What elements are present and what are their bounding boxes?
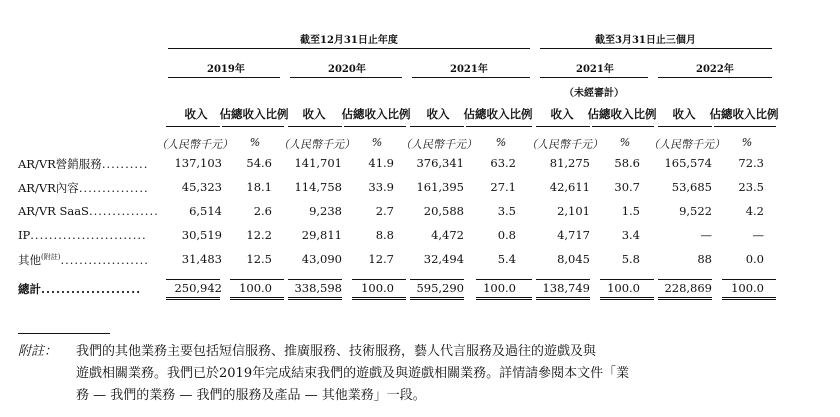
table-cell: 2.7 [375, 204, 394, 218]
table-cell: 32,494 [423, 252, 464, 266]
col-ratio-2020: 佔總收入比例 [341, 107, 411, 121]
col-ratio-2019: 佔總收入比例 [219, 107, 289, 121]
unit-rmb-2020: （人民幣千元） [278, 138, 355, 151]
table-cell: 3.4 [621, 228, 640, 242]
table-cell: 54.6 [246, 156, 272, 170]
total-cell: 250,942 [174, 281, 222, 295]
col-ratio-2022q: 佔總收入比例 [709, 107, 779, 121]
colhead-rule-6 [466, 126, 532, 127]
table-cell: 23.5 [738, 180, 764, 194]
total-cell: 138,749 [542, 281, 590, 295]
table-cell: 81,275 [549, 156, 590, 170]
total-bottom-rule-4 [352, 297, 406, 300]
table-cell: 41.9 [368, 156, 394, 170]
total-top-rule-7 [536, 279, 590, 280]
unit-pct-2021q: % [619, 136, 631, 149]
table-cell: 12.7 [368, 252, 394, 266]
col-revenue-2021q: 收入 [550, 107, 574, 121]
table-cell: 45,323 [181, 180, 222, 194]
unit-rmb-2022q: （人民幣千元） [648, 138, 725, 151]
total-bottom-rule-9 [658, 297, 712, 300]
table-cell: 376,341 [416, 156, 464, 170]
colhead-rule-1 [166, 126, 220, 127]
leader-dots: .................... [41, 282, 142, 296]
table-cell: 6,514 [189, 204, 222, 218]
note-line-3: 務 — 我們的業務 — 我們的服務及產品 — 其他業務」一段。 [76, 388, 426, 403]
note-line-2: 遊戲相關業務。我們已於2019年完成結束我們的遊戲及與遊戲相關業務。詳情請參閱本文件「業 [76, 366, 630, 381]
table-cell: 9,238 [309, 204, 342, 218]
quarter-group-header: 截至3月31日止三個月 [595, 35, 696, 46]
col-revenue-2020: 收入 [302, 107, 326, 121]
table-cell: 27.1 [490, 180, 516, 194]
year-group-rule [168, 48, 530, 49]
colhead-rule-9 [658, 126, 712, 127]
table-cell: — [700, 228, 712, 242]
total-top-rule-10 [722, 279, 776, 280]
colhead-rule-2 [222, 126, 284, 127]
row-label-text: AR/VR內容 [18, 181, 79, 195]
table-cell: 12.5 [246, 252, 272, 266]
total-cell: 595,290 [416, 281, 464, 295]
row-label [18, 156, 148, 172]
total-bottom-rule-6 [476, 297, 532, 300]
total-cell: 338,598 [294, 281, 342, 295]
note-label: 附註： [18, 344, 58, 359]
colhead-rule-3 [288, 126, 342, 127]
row-label-text: AR/VR SaaS [18, 204, 89, 218]
total-top-rule-3 [288, 279, 342, 280]
colhead-rule-4 [344, 126, 406, 127]
table-cell: 5.8 [621, 252, 640, 266]
table-cell: 0.0 [745, 252, 764, 266]
year-2020-rule [290, 77, 402, 78]
table-cell: 137,103 [174, 156, 222, 170]
leader-dots: ............... [88, 204, 159, 218]
year-2021q-rule [540, 77, 648, 78]
year-2020: 2020年 [328, 64, 366, 75]
table-cell: 88 [697, 252, 712, 266]
total-bottom-rule-5 [410, 297, 464, 300]
leader-dots: ............... [78, 181, 149, 195]
year-2021-q: 2021年 [576, 64, 614, 75]
table-cell: 20,588 [423, 204, 464, 218]
table-cell: 31,483 [181, 252, 222, 266]
total-cell: 100.0 [607, 281, 640, 295]
table-cell: 4.2 [745, 204, 764, 218]
table-cell: 30,519 [181, 228, 222, 242]
unit-pct-2021: % [495, 136, 507, 149]
total-cell: 100.0 [483, 281, 516, 295]
table-cell: 4,472 [431, 228, 464, 242]
table-cell: — [752, 228, 764, 242]
total-cell: 100.0 [361, 281, 394, 295]
total-bottom-rule-7 [536, 297, 590, 300]
total-cell: 100.0 [239, 281, 272, 295]
year-2022-q: 2022年 [696, 64, 734, 75]
table-cell: 43,090 [301, 252, 342, 266]
table-cell: 5.4 [497, 252, 516, 266]
col-ratio-2021: 佔總收入比例 [463, 107, 533, 121]
colhead-rule-10 [714, 126, 776, 127]
total-bottom-rule-2 [230, 297, 284, 300]
table-cell: 1.5 [621, 204, 640, 218]
total-top-rule-2 [230, 279, 284, 280]
year-2019: 2019年 [207, 64, 245, 75]
unit-rmb-2021: （人民幣千元） [400, 138, 477, 151]
leader-dots: ................... [60, 253, 149, 267]
total-top-rule-9 [658, 279, 712, 280]
col-revenue-2019: 收入 [184, 107, 208, 121]
unaudited-label: （未經審計） [564, 88, 624, 99]
leader-dots: ......................... [30, 228, 147, 242]
table-cell: 29,811 [301, 228, 342, 242]
table-cell: 42,611 [549, 180, 590, 194]
unit-pct-2022q: % [741, 136, 753, 149]
year-group-header: 截至12月31日止年度 [300, 35, 398, 46]
row-label-text: 其他 [18, 253, 41, 267]
unit-rmb-2019: （人民幣千元） [156, 138, 233, 151]
colhead-rule-8 [592, 126, 654, 127]
row-label-text: AR/VR營銷服務 [18, 157, 102, 171]
table-cell: 30.7 [614, 180, 640, 194]
table-cell: 114,758 [294, 180, 342, 194]
table-cell: 4,717 [557, 228, 590, 242]
leader-dots: .......... [101, 157, 149, 171]
col-revenue-2021: 收入 [426, 107, 450, 121]
table-cell: 12.2 [246, 228, 272, 242]
table-cell: 3.5 [497, 204, 516, 218]
table-cell: 58.6 [614, 156, 640, 170]
total-cell: 100.0 [731, 281, 764, 295]
total-top-rule-5 [410, 279, 464, 280]
colhead-rule-5 [410, 126, 464, 127]
quarter-group-rule [540, 48, 772, 49]
total-label [18, 281, 141, 297]
table-cell: 72.3 [738, 156, 764, 170]
total-top-rule-1 [166, 279, 220, 280]
total-bottom-rule-10 [722, 297, 776, 300]
note-separator [18, 333, 110, 334]
table-cell: 18.1 [246, 180, 272, 194]
total-top-rule-4 [352, 279, 406, 280]
unit-pct-2019: % [249, 136, 261, 149]
year-2021: 2021年 [450, 64, 488, 75]
col-ratio-2021q: 佔總收入比例 [587, 107, 657, 121]
table-cell: 2,101 [557, 204, 590, 218]
table-cell: 2.6 [253, 204, 272, 218]
row-label-note-ref: (附註) [41, 253, 61, 262]
table-cell: 161,395 [416, 180, 464, 194]
total-top-rule-6 [476, 279, 532, 280]
col-revenue-2022q: 收入 [672, 107, 696, 121]
row-label [18, 252, 149, 268]
total-bottom-rule-3 [288, 297, 342, 300]
row-label-text: 總計 [18, 282, 41, 296]
note-line-1: 我們的其他業務主要包括短信服務、推廣服務、技術服務，藝人代言服務及過往的遊戲及與 [76, 344, 597, 359]
unit-pct-2020: % [371, 136, 383, 149]
year-2022q-rule [658, 77, 772, 78]
row-label [18, 180, 149, 196]
table-cell: 63.2 [490, 156, 516, 170]
table-cell: 53,685 [671, 180, 712, 194]
table-cell: 0.8 [497, 228, 516, 242]
year-2019-rule [168, 77, 280, 78]
total-bottom-rule-8 [600, 297, 654, 300]
total-bottom-rule-1 [166, 297, 220, 300]
colhead-rule-7 [536, 126, 590, 127]
table-cell: 141,701 [294, 156, 342, 170]
table-cell: 33.9 [368, 180, 394, 194]
table-cell: 8.8 [375, 228, 394, 242]
table-cell: 9,522 [679, 204, 712, 218]
unit-rmb-2021q: （人民幣千元） [526, 138, 603, 151]
total-cell: 228,869 [664, 281, 712, 295]
row-label-text: IP [18, 228, 31, 242]
row-label [18, 228, 147, 242]
total-top-rule-8 [600, 279, 654, 280]
table-cell: 165,574 [664, 156, 712, 170]
row-label [18, 204, 159, 218]
year-2021-rule [412, 77, 530, 78]
table-cell: 8,045 [557, 252, 590, 266]
